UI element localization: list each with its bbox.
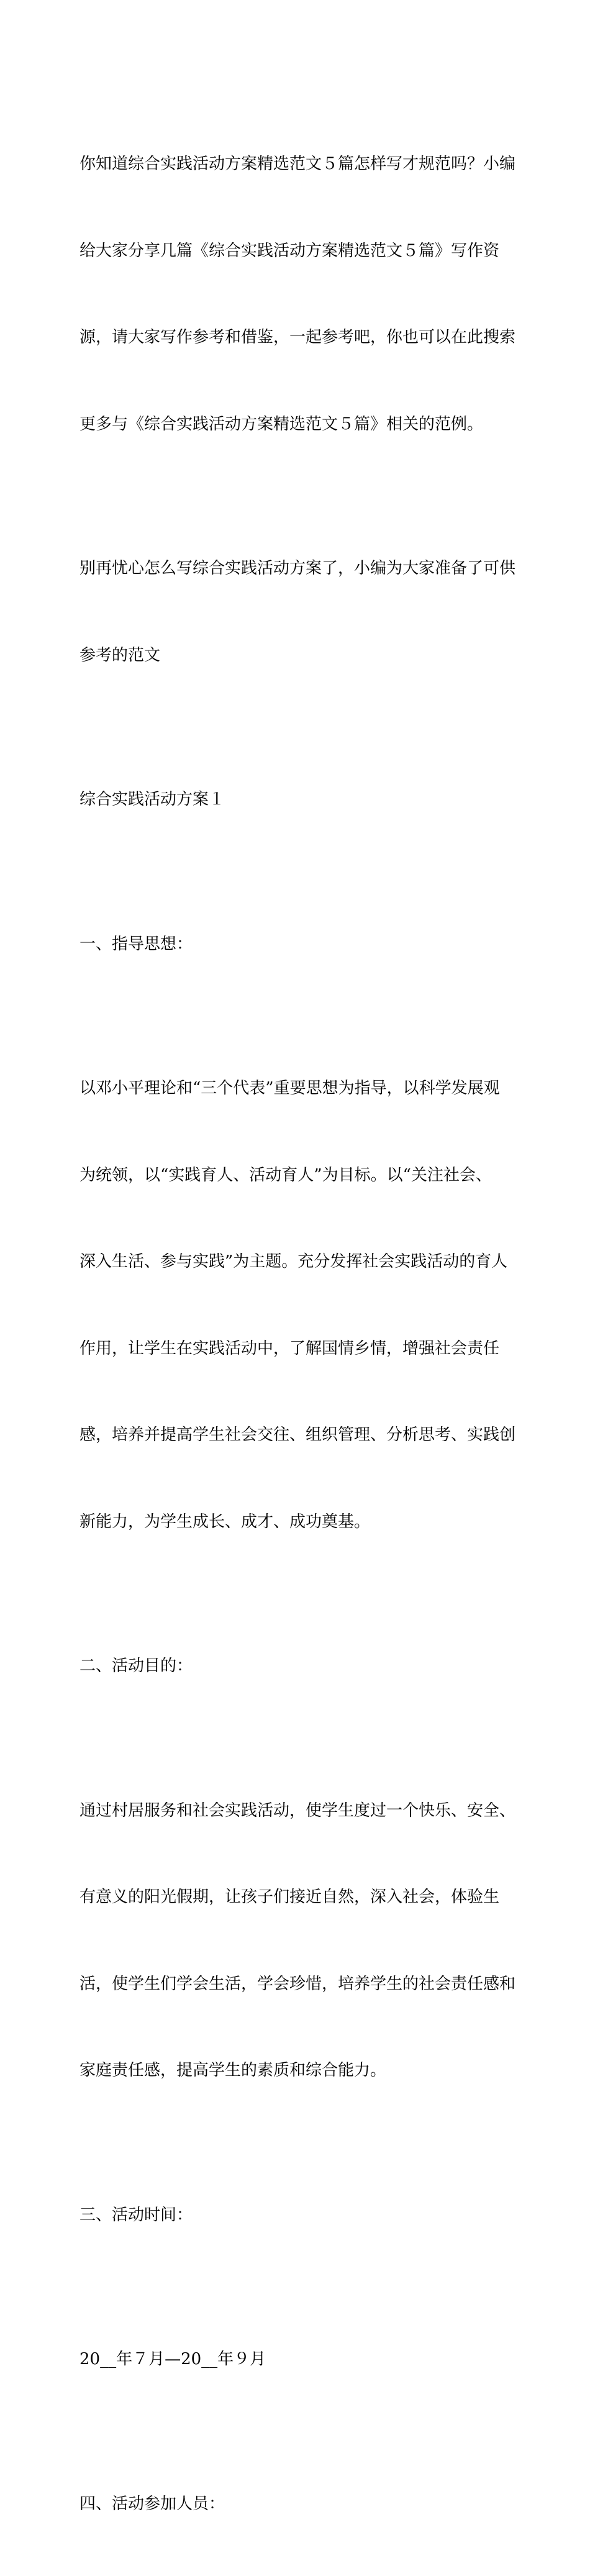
text-line: 作用，让学生在实践活动中，了解国情乡情，增强社会责任 [79,1334,514,1363]
text-line: 更多与《综合实践活动方案精选范文５篇》相关的范例。 [79,410,514,439]
text-line: 为统领，以“实践育人、活动育人”为目标。以“关注社会、 [79,1161,514,1190]
activity-time-value [79,2287,514,2432]
text-line: 三、活动时间： [79,2201,514,2230]
text-line: 给大家分享几篇《综合实践活动方案精选范文５篇》写作资 [79,237,514,266]
document-body [79,92,514,2576]
section-title [79,727,514,872]
text-line: 家庭责任感，提高学生的素质和综合能力。 [79,2056,514,2085]
text-line: 活，使学生们学会生活，学会珍惜，培养学生的社会责任感和 [79,1970,514,1999]
lead-paragraph [79,496,514,727]
intro-paragraph [79,92,514,496]
heading-guiding-ideology [79,872,514,1017]
text-line: 源，请大家写作参考和借鉴，一起参考吧，你也可以在此搜索 [79,323,514,352]
guiding-ideology-paragraph [79,1016,514,1594]
text-line: 你知道综合实践活动方案精选范文５篇怎样写才规范吗？小编 [79,150,514,179]
text-line: 参考的范文 [79,641,514,670]
text-line: 感，培养并提高学生社会交往、组织管理、分析思考、实践创 [79,1421,514,1450]
text-line: 通过村居服务和社会实践活动，使学生度过一个快乐、安全、 [79,1796,514,1826]
text-line: 20__年７月—20__年９月 [79,2345,514,2374]
text-line: 别再忧心怎么写综合实践活动方案了，小编为大家准备了可供 [79,554,514,583]
text-line: 新能力，为学生成长、成才、成功奠基。 [79,1508,514,1537]
heading-participants [79,2432,514,2576]
activity-purpose-paragraph [79,1739,514,2143]
text-line: 深入生活、参与实践”为主题。充分发挥社会实践活动的育人 [79,1247,514,1277]
text-line: 以邓小平理论和“三个代表”重要思想为指导，以科学发展观 [79,1074,514,1103]
text-line: 二、活动目的： [79,1652,514,1681]
heading-activity-purpose [79,1594,514,1739]
text-line: 有意义的阳光假期，让孩子们接近自然，深入社会，体验生 [79,1883,514,1912]
text-line: 综合实践活动方案１ [79,785,514,814]
text-line: 一、指导思想： [79,930,514,959]
text-line: 四、活动参加人员： [79,2490,514,2519]
heading-activity-time [79,2143,514,2288]
